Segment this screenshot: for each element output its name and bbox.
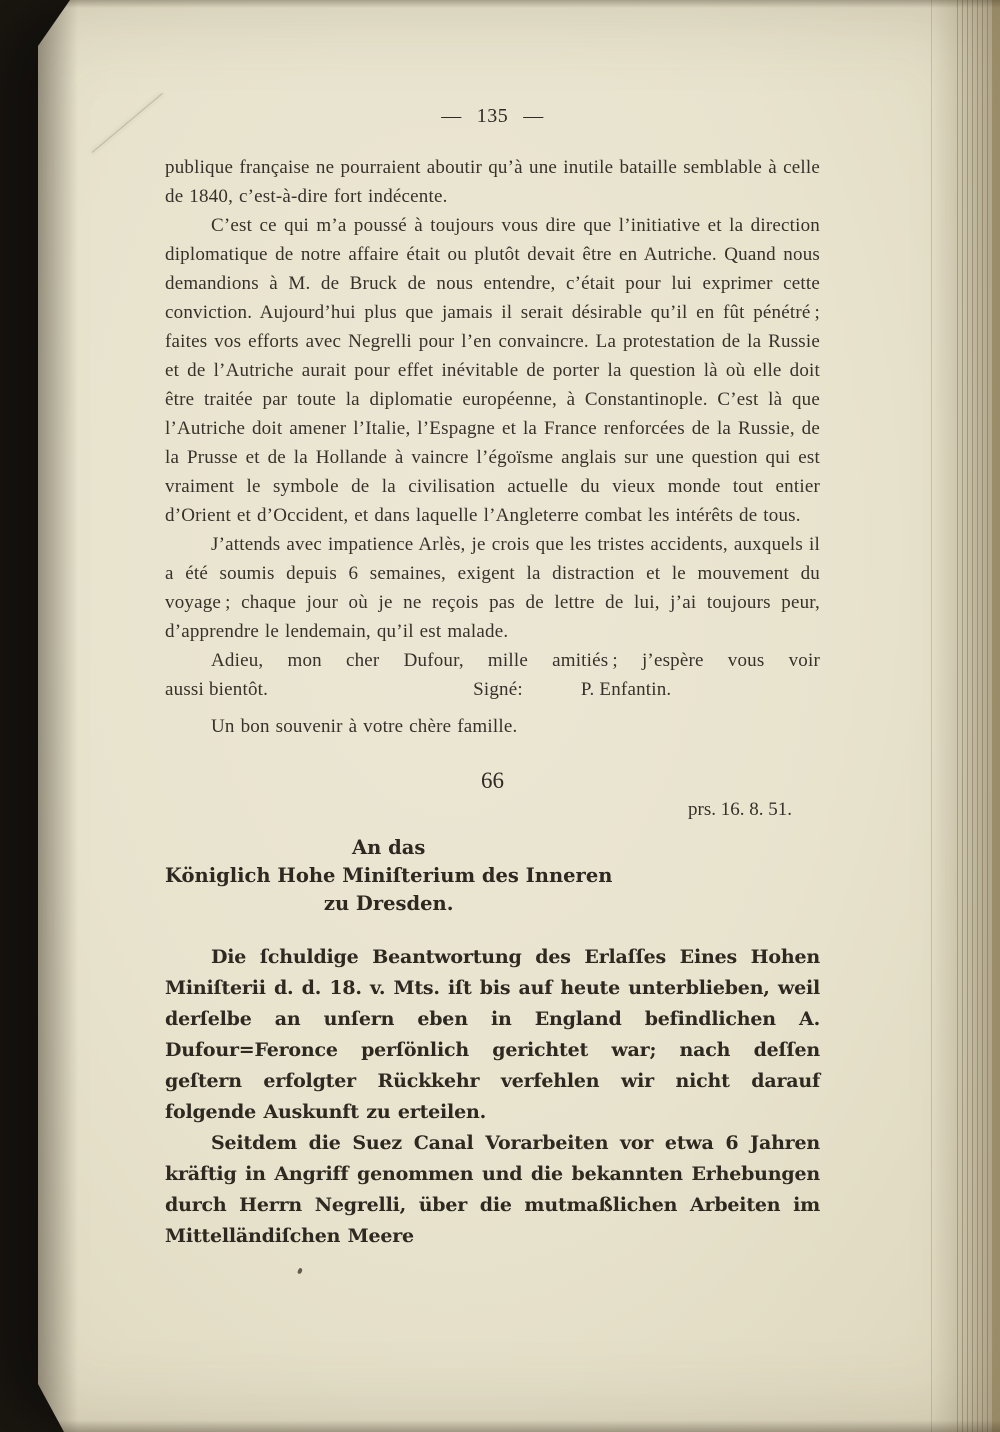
address-line-3: zu Dresden. xyxy=(323,892,454,915)
page-number-dash-left: — xyxy=(441,105,462,127)
signed-label: Signé: xyxy=(473,679,523,700)
page-number xyxy=(165,104,820,128)
scan-edge-top xyxy=(0,0,1000,8)
closing-continuation: aussi bientôt. xyxy=(165,679,269,700)
german-paragraph-1: Die ſchuldige Beantwortung des Erlaſſes Eines Hohen Miniſterii d. d. 18. v. Mts. iſt bis auf heute unterblieben, weil derſelbe an unſern eben in England befindlichen A. Dufour=Feronce perſönlich gerichtet war; nach deſſen geſtern erfolgter Rückkehr verfehlen wir nicht darauf folgende Auskunft zu erteilen. xyxy=(165,946,820,1123)
paper-crease xyxy=(92,93,163,153)
presentation-date: prs. 16. 8. 51. xyxy=(688,799,792,820)
document-heading xyxy=(165,767,820,822)
book-spine-edge xyxy=(0,0,38,1432)
address-line-2: Königlich Hohe Miniſterium des Inneren xyxy=(165,864,613,887)
german-paragraph-2: Seitdem die Suez Canal Vorarbeiten vor etwa 6 Jahren kräftig in Angriff genommen und die bekannten Erhebungen durch Herrn Negrelli, über die mutmaßlichen Arbeiten im Mittelländiſchen Meere xyxy=(165,1132,820,1247)
page-number-dash-right: — xyxy=(523,105,544,127)
german-letter xyxy=(165,822,820,1252)
postscript: Un bon souvenir à votre chère famille. xyxy=(211,716,518,737)
spine-shadow xyxy=(38,0,78,1432)
address-block xyxy=(165,834,612,918)
page-number-value: 135 xyxy=(476,105,509,127)
ink-speck xyxy=(297,1268,303,1275)
page-content xyxy=(165,104,820,1252)
signature-line xyxy=(165,675,820,704)
document-number: 66 xyxy=(481,768,504,793)
letter-closing-line: Adieu, mon cher Dufour, mille amitiés ; j’espère vous voir xyxy=(211,650,820,671)
page-corner-top-left xyxy=(38,0,70,46)
french-paragraph-2: C’est ce qui m’a poussé à toujours vous dire que l’initiative et la direction diplomatique de notre affaire était ou plutôt devait être en Autriche. Quand nous demandions à M. de Bruck de nous entendre, c’était pour lui exprimer cette conviction. Aujourd’hui plus que jamais il serait désirable qu’il en fût pénétré ; faites vos efforts avec Negrelli pour l’en convaincre. La protestation de la Russie et de l’Autriche aurait pour effet inévitable de porter la question là où elle doit être traitée par toute la diplomatie européenne, à Constantinople. C’est là que l’Autriche doit amener l’Italie, l’Espagne et la France renforcées de la Russie, de la Prusse et de la Hollande à vaincre l’égoïsme anglais sur une question qui est vraiment le symbole de la civilisation actuelle du vieux monde tout entier d’Orient et d’Occident, et dans laquelle l’Angleterre combat les intérêts de tous. xyxy=(165,215,820,526)
page-corner-bottom-left xyxy=(38,1384,64,1432)
book-page-edges xyxy=(930,0,1000,1432)
scan-edge-bottom xyxy=(0,1420,1000,1432)
address-line-1: An das xyxy=(352,836,426,859)
signature: P. Enfantin. xyxy=(580,679,672,700)
french-paragraph-1: publique française ne pourraient aboutir qu’à une inutile bataille semblable à celle de 1840, c’est-à-dire fort indécente. xyxy=(165,157,820,207)
french-letter xyxy=(165,153,820,741)
french-paragraph-3: J’attends avec impatience Arlès, je crois que les tristes accidents, auxquels il a été soumis depuis 6 semaines, exigent la distraction et le mouvement du voyage ; chaque jour où je ne reçois pas de lettre de lui, j’ai toujours peur, d’apprendre le lendemain, qu’il est malade. xyxy=(165,534,820,642)
